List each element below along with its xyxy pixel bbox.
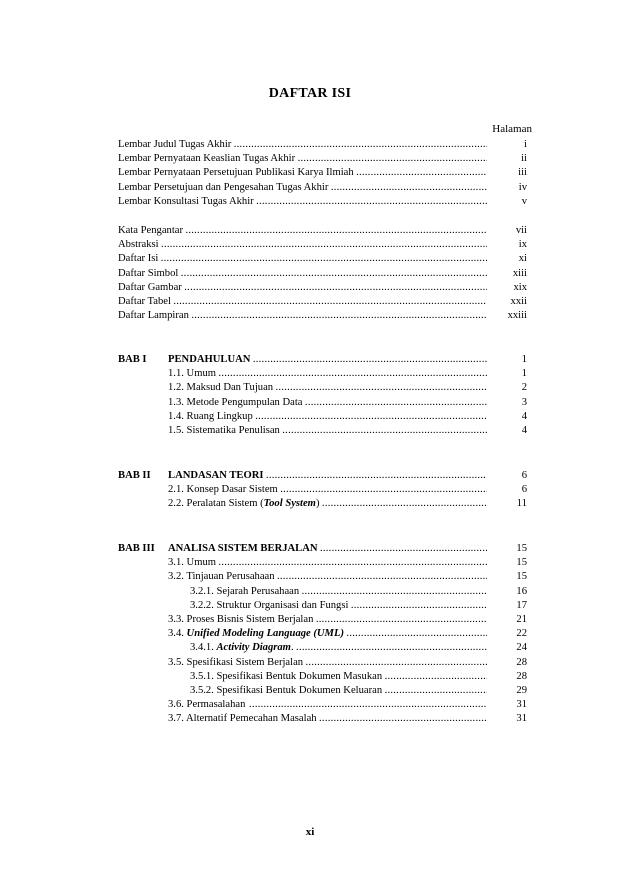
toc-entry-text xyxy=(168,368,217,379)
toc-entry-title: Lembar Persetujuan dan Pengesahan Tugas Akhir xyxy=(118,181,329,193)
toc-page-number: xiii xyxy=(487,267,527,280)
toc-entry-text xyxy=(118,196,255,207)
toc-entry-text xyxy=(118,153,296,164)
toc-entry-title: Umum xyxy=(186,557,216,569)
toc-subsection-entry xyxy=(168,613,527,626)
toc-entry-text xyxy=(168,628,345,639)
toc-subsection-entry xyxy=(168,424,527,437)
toc-entry-number: 3.4.1. xyxy=(190,642,217,654)
toc-page-number: ii xyxy=(487,152,527,165)
toc-page-number: 3 xyxy=(487,396,527,409)
toc-entry-text xyxy=(168,498,320,509)
toc-entry-title: Daftar Tabel xyxy=(118,296,171,307)
toc-entry-title: Struktur Organisasi dan Fungsi xyxy=(216,599,349,611)
toc-subsection-entry xyxy=(168,381,527,394)
toc-page-number: 15 xyxy=(487,556,527,569)
toc-subsection-entry xyxy=(168,483,527,496)
toc-entry-number: 3.6. xyxy=(168,699,187,711)
toc-entry-title: Sejarah Perusahaan xyxy=(216,585,300,597)
toc-entry-text xyxy=(168,571,276,582)
toc-entry-text xyxy=(118,310,190,321)
toc-subsection-entry xyxy=(168,627,527,640)
toc-entry-title: Spesifikasi Bentuk Dokumen Keluaran xyxy=(216,685,383,696)
toc-front-entry xyxy=(118,181,527,194)
toc-page-number: 2 xyxy=(487,381,527,394)
toc-subsection-entry xyxy=(168,698,527,711)
toc-page-number: xix xyxy=(487,281,527,294)
chapter-label: BAB I xyxy=(118,354,147,365)
toc-entry-suffix: . xyxy=(290,642,294,654)
toc-entry-number: 1.4. xyxy=(168,410,187,422)
chapter-heading xyxy=(168,542,527,555)
toc-page-number: vii xyxy=(487,224,527,237)
toc-front-entry xyxy=(118,295,527,308)
toc-page-number: 31 xyxy=(487,712,527,725)
toc-subsection-entry xyxy=(168,656,527,669)
toc-front-entry xyxy=(118,195,527,208)
toc-entry-title: Sistematika Penulisan xyxy=(186,425,280,436)
toc-entry-title: Permasalahan xyxy=(186,699,249,711)
toc-entry-emphasis: Tool System xyxy=(263,498,316,510)
toc-page-number: ix xyxy=(487,238,527,251)
toc-page-number: 11 xyxy=(487,497,527,510)
toc-page-number: 6 xyxy=(487,469,527,482)
toc-subsection-entry xyxy=(168,497,527,510)
toc-entry-title: Daftar Gambar xyxy=(118,281,182,293)
toc-entry-text xyxy=(118,268,179,279)
toc-entry-text xyxy=(190,642,295,653)
toc-entry-title: Lembar Pernyataan Keaslian Tugas Akhir xyxy=(118,153,296,165)
page-title: DAFTAR ISI xyxy=(268,86,352,101)
chapter-label: BAB II xyxy=(118,470,151,481)
toc-entry-title: LANDASAN TEORI xyxy=(168,470,264,481)
toc-front-entry xyxy=(118,238,527,251)
toc-front-entry xyxy=(118,281,527,294)
toc-subsection-entry xyxy=(168,410,527,423)
toc-entry-number: 3.5. xyxy=(168,656,187,668)
toc-entry-text xyxy=(168,657,304,668)
toc-entry-title: Proses Bisnis Sistem Berjalan xyxy=(186,614,314,625)
toc-entry-text xyxy=(168,425,281,436)
toc-page-number: 15 xyxy=(487,542,527,555)
toc-page-number: 16 xyxy=(487,585,527,598)
toc-entry-text xyxy=(168,713,318,724)
toc-entry-text xyxy=(118,282,183,293)
toc-entry-number: 3.5.1. xyxy=(190,670,217,682)
toc-entry-title: Daftar Isi xyxy=(118,253,159,265)
toc-entry-text xyxy=(168,484,279,495)
toc-entry-text xyxy=(190,685,383,696)
toc-entry-text xyxy=(118,167,355,178)
toc-page-number: 31 xyxy=(487,698,527,711)
toc-entry-title: Daftar Lampiran xyxy=(118,310,189,322)
toc-subsection-entry xyxy=(190,641,527,654)
toc-entry-number: 3.4. xyxy=(168,628,187,640)
toc-front-entry xyxy=(118,224,527,237)
toc-entry-title: Tinjauan Perusahaan xyxy=(186,571,275,583)
toc-entry-title: Peralatan Sistem ( xyxy=(186,498,264,510)
toc-entry-title: Daftar Simbol xyxy=(118,267,179,279)
toc-entry-number: 3.2.2. xyxy=(190,599,217,611)
toc-entry-text xyxy=(168,699,249,710)
toc-page-number: iii xyxy=(487,166,527,179)
toc-entry-number: 3.5.2. xyxy=(190,685,217,696)
toc-entry-emphasis: Activity Diagram xyxy=(216,642,291,654)
toc-page-number: 21 xyxy=(487,613,527,626)
toc-entry-emphasis: Unified Modeling Language (UML) xyxy=(186,628,344,640)
toc-entry-text xyxy=(168,543,319,554)
toc-entry-text xyxy=(118,239,160,250)
toc-entry-title: Metode Pengumpulan Data xyxy=(186,396,303,408)
toc-entry-text xyxy=(168,470,264,481)
toc-entry-title: Umum xyxy=(186,368,216,380)
toc-entry-text xyxy=(190,600,349,611)
toc-entry-text xyxy=(118,225,184,236)
toc-entry-suffix: ) xyxy=(315,498,320,510)
chapter-heading xyxy=(168,353,527,366)
toc-page-number: 15 xyxy=(487,570,527,583)
toc-entry-text xyxy=(168,354,251,365)
toc-entry-number: 2.1. xyxy=(168,484,187,496)
toc-entry-number: 3.7. xyxy=(168,713,186,725)
toc-entry-title: Lembar Pernyataan Persetujuan Publikasi Karya Ilmiah xyxy=(118,167,354,179)
toc-page-number: v xyxy=(487,195,527,208)
toc-subsection-entry xyxy=(190,585,527,598)
toc-entry-text xyxy=(190,586,300,597)
toc-entry-text xyxy=(168,382,274,393)
toc-entry-number: 3.1. xyxy=(168,557,187,569)
page-number: xi xyxy=(305,826,315,838)
toc-entry-text xyxy=(168,614,314,625)
toc-page-number: i xyxy=(487,138,527,151)
toc-entry-text xyxy=(118,139,232,150)
toc-page-number: 1 xyxy=(487,353,527,366)
toc-front-entry xyxy=(118,138,527,151)
toc-subsection-entry xyxy=(168,396,527,409)
toc-front-entry xyxy=(118,252,527,265)
toc-page-number: 29 xyxy=(487,684,527,697)
toc-entry-title: Konsep Dasar Sistem xyxy=(186,484,278,496)
toc-page-number: iv xyxy=(487,181,527,194)
toc-entry-title: Maksud Dan Tujuan xyxy=(186,382,274,394)
toc-page-number: 28 xyxy=(487,656,527,669)
toc-entry-text xyxy=(168,557,217,568)
toc-page-number: 17 xyxy=(487,599,527,612)
toc-entry-text xyxy=(118,296,172,307)
toc-front-entry xyxy=(118,152,527,165)
toc-subsection-entry xyxy=(168,712,527,725)
toc-entry-title: Spesifikasi Bentuk Dokumen Masukan xyxy=(216,670,383,682)
toc-entry-number: 1.2. xyxy=(168,382,187,394)
toc-page-number: xxiii xyxy=(487,309,527,322)
toc-page-number: 24 xyxy=(487,641,527,654)
toc-page-number: xi xyxy=(487,252,527,265)
toc-entry-text xyxy=(168,411,254,422)
toc-entry-number: 3.2.1. xyxy=(190,585,217,597)
toc-front-entry xyxy=(118,166,527,179)
toc-page-number: 22 xyxy=(487,627,527,640)
toc-entry-number: 3.3. xyxy=(168,614,187,625)
toc-entry-title: ANALISA SISTEM BERJALAN xyxy=(168,543,318,554)
toc-subsection-entry xyxy=(168,570,527,583)
toc-entry-title: PENDAHULUAN xyxy=(168,354,251,365)
toc-entry-title: Lembar Judul Tugas Akhir xyxy=(118,139,232,150)
toc-subsection-entry xyxy=(190,684,527,697)
toc-page-number: 4 xyxy=(487,424,527,437)
toc-page-number: 1 xyxy=(487,367,527,380)
chapter-heading xyxy=(168,469,527,482)
toc-page-number: 4 xyxy=(487,410,527,423)
toc-page-number: 6 xyxy=(487,483,527,496)
toc-entry-number: 1.5. xyxy=(168,425,187,436)
toc-entry-text xyxy=(118,253,159,264)
toc-entry-number: 3.2. xyxy=(168,571,187,583)
toc-subsection-entry xyxy=(190,670,527,683)
toc-subsection-entry xyxy=(190,599,527,612)
toc-entry-text xyxy=(118,182,329,193)
toc-entry-title: Kata Pengantar xyxy=(118,225,184,236)
toc-subsection-entry xyxy=(168,556,527,569)
toc-subsection-entry xyxy=(168,367,527,380)
toc-front-entry xyxy=(118,309,527,322)
halaman-label: Halaman xyxy=(492,123,532,135)
toc-entry-number: 1.1. xyxy=(168,368,187,380)
toc-entry-title: Ruang Lingkup xyxy=(186,410,253,422)
toc-page-number: xxii xyxy=(487,295,527,308)
toc-entry-title: Abstraksi xyxy=(118,239,159,251)
toc-front-entry xyxy=(118,267,527,280)
toc-entry-text xyxy=(190,671,383,682)
toc-entry-number: 2.2. xyxy=(168,498,187,510)
toc-entry-title: Spesifikasi Sistem Berjalan xyxy=(186,656,304,668)
toc-entry-title: Lembar Konsultasi Tugas Akhir xyxy=(118,195,254,207)
toc-entry-text xyxy=(168,397,303,408)
chapter-label: BAB III xyxy=(118,543,155,554)
toc-page-number: 28 xyxy=(487,670,527,683)
toc-entry-number: 1.3. xyxy=(168,396,187,408)
toc-entry-title: Alternatif Pemecahan Masalah xyxy=(185,713,317,725)
